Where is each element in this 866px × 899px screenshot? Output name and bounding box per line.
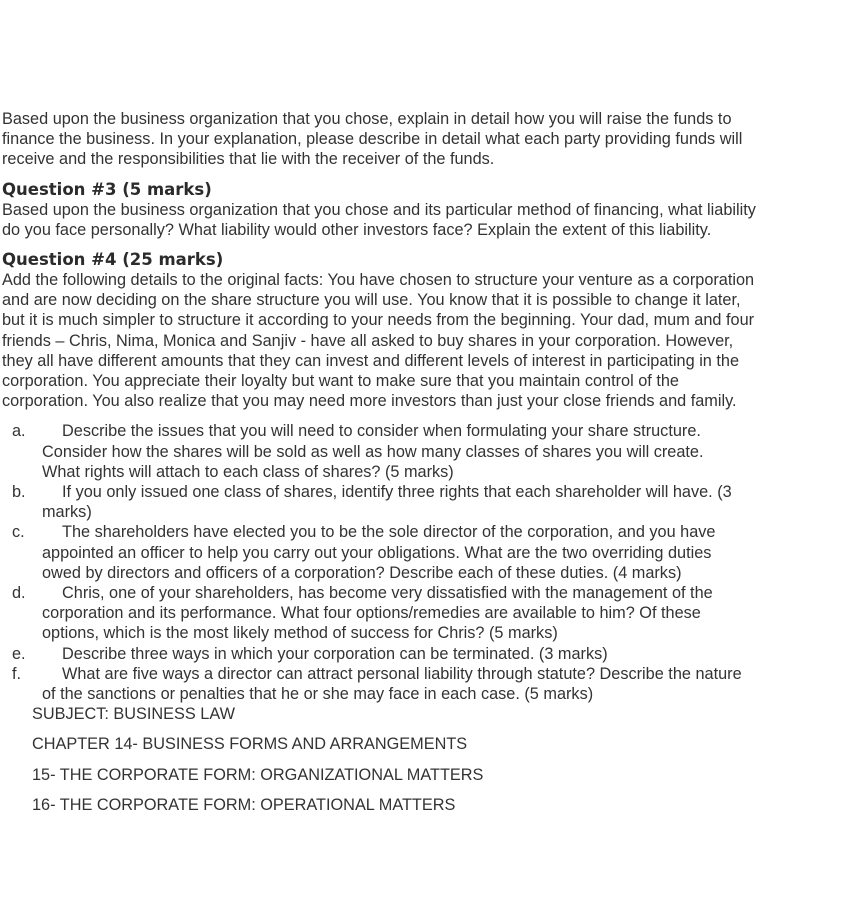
assignment-document xyxy=(2,109,762,815)
subquestion-d xyxy=(2,583,742,644)
subquestion-a xyxy=(2,421,742,482)
chapter-16-line: 16- THE CORPORATE FORM: OPERATIONAL MATTERS xyxy=(32,795,456,814)
chapter-15-line: 15- THE CORPORATE FORM: ORGANIZATIONAL MATTERS xyxy=(32,765,484,784)
list-marker: c. xyxy=(12,523,25,542)
intro-paragraph: Based upon the business organization that you chose, explain in detail how you will raise the funds to finance the business. In your explanation, please describe in detail what each party providing funds will receive and the responsibilities that lie with the receiver of the funds. xyxy=(2,110,743,169)
list-marker: f. xyxy=(12,664,22,683)
subject-block xyxy=(32,704,762,815)
subquestion-b xyxy=(2,482,742,522)
subquestion-text: The shareholders have elected you to be the sole director of the corporation, and you have appointed an officer to help you carry out your obligations. What are the two overriding duties owed by directors and officers of a corporation? Describe each of these duties. (4 marks) xyxy=(42,523,716,582)
subquestion-e xyxy=(2,644,742,664)
subquestion-text: Describe three ways in which your corporation can be terminated. (3 marks) xyxy=(62,644,608,663)
subject-line: SUBJECT: BUSINESS LAW xyxy=(32,705,235,724)
list-marker: d. xyxy=(12,584,26,603)
chapter-14-line: CHAPTER 14- BUSINESS FORMS AND ARRANGEMENTS xyxy=(32,735,468,754)
subquestion-text: Chris, one of your shareholders, has become very dissatisfied with the management of the corporation and its performance. What four options/remedies are available to him? Of these options, which is the most likely method of success for Chris? (5 marks) xyxy=(42,584,713,643)
question-4-body: Add the following details to the original facts: You have chosen to structure your venture as a corporation and are now deciding on the share structure you will use. You know that it is possible to change it later, but it is much simpler to structure it according to your needs from the beginning. Your dad, mum and four friends – Chris, Nima, Monica and Sanjiv - have all asked to buy shares in your corporation. However, they all have different amounts that they can invest and different levels of interest in participating in the corporation. You appreciate their loyalty but want to make sure that you maintain control of the corporation. You also realize that you may need more investors than just your close friends and family. xyxy=(2,271,755,411)
subquestion-c xyxy=(2,522,742,583)
subquestion-text: Describe the issues that you will need to consider when formulating your share structure. Consider how the shares will be sold as well as how many classes of shares you will create. What rights will attach to each class of shares? (5 marks) xyxy=(42,422,704,481)
subquestion-f xyxy=(2,664,742,704)
subquestion-text: What are five ways a director can attract personal liability through statute? Describe the nature of the sanctions or penalties that he or she may face in each case. (5 marks) xyxy=(42,664,742,704)
question-3-heading: Question #3 (5 marks) xyxy=(2,179,212,199)
list-marker: e. xyxy=(12,644,26,663)
question-4-subquestions xyxy=(2,421,762,704)
question-4-heading: Question #4 (25 marks) xyxy=(2,250,224,270)
list-marker: b. xyxy=(12,483,26,502)
list-marker: a. xyxy=(12,422,26,441)
subquestion-text: If you only issued one class of shares, identify three rights that each shareholder will have. (3 marks) xyxy=(42,483,732,522)
question-3-body: Based upon the business organization that you chose and its particular method of financing, what liability do you face personally? What liability would other investors face? Explain the extent of this liability. xyxy=(2,200,756,239)
